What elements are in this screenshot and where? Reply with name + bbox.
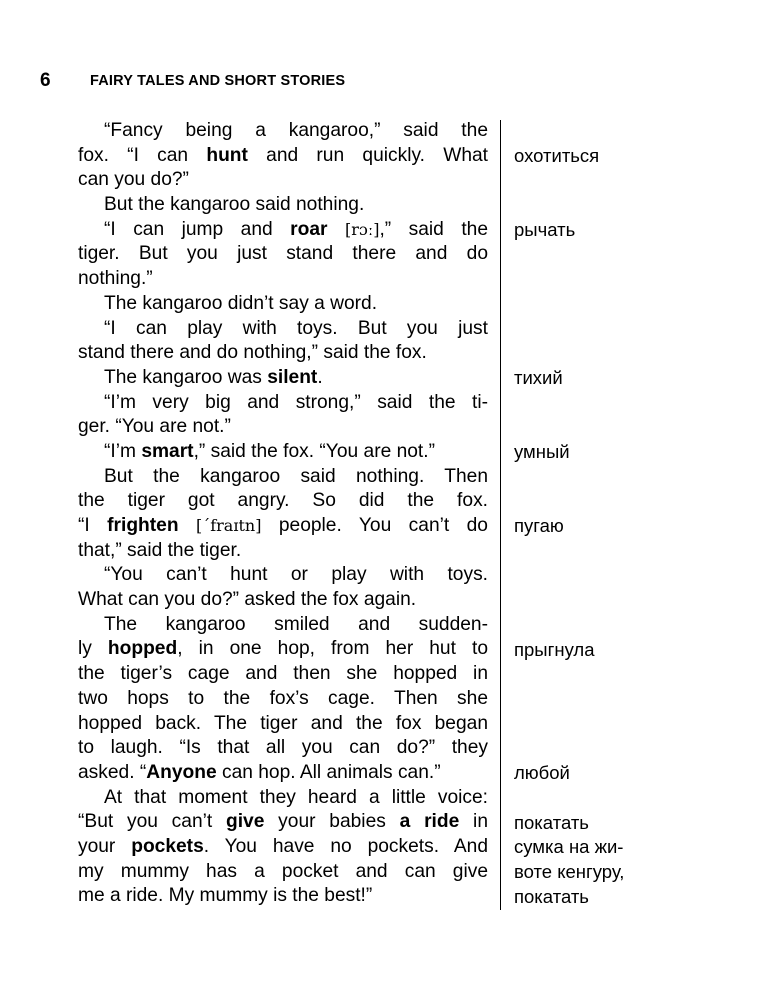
text-run: my mummy has a pocket and can give xyxy=(78,860,488,882)
glossary-entry: тихий xyxy=(514,367,563,388)
text-line xyxy=(78,736,488,761)
vocab-word: pockets xyxy=(131,835,204,857)
text-line xyxy=(78,712,488,737)
vocab-word: Anyone xyxy=(146,761,217,783)
text-run: your babies xyxy=(264,811,400,833)
section-title: FAIRY TALES AND SHORT STORIES xyxy=(90,73,346,89)
glossary-entry: прыгнула xyxy=(514,638,595,660)
text-line xyxy=(78,292,488,317)
column-divider xyxy=(500,120,501,910)
text-run: can hop. All animals can.” xyxy=(216,761,441,783)
text-run: me a ride. My mummy is the best!” xyxy=(78,885,373,907)
text-run: “But you can’t xyxy=(78,811,226,833)
page-number: 6 xyxy=(40,70,51,91)
text-run: can you do?” xyxy=(78,169,189,191)
text-run: fox. “I can xyxy=(78,144,207,166)
text-line xyxy=(78,465,488,490)
text-run: nothing.” xyxy=(78,268,153,290)
text-line xyxy=(78,168,488,193)
text-run: But the kangaroo said nothing. Then xyxy=(104,465,488,487)
phonetic-transcription: [΄fraɪtn] xyxy=(195,516,262,535)
text-run: “I can jump and xyxy=(104,218,291,240)
text-run: your xyxy=(78,835,132,857)
text-run: , in one hop, from her hut to xyxy=(177,638,488,660)
text-run: ,” said the xyxy=(379,218,488,240)
glossary-entry: покатать xyxy=(514,885,589,907)
text-run xyxy=(327,219,344,240)
vocab-word: give xyxy=(226,811,265,833)
vocab-word: hopped xyxy=(107,638,178,660)
text-line xyxy=(78,588,488,613)
text-line xyxy=(78,539,488,564)
text-run: ly xyxy=(78,638,108,660)
glossary-entry: воте кенгуру, xyxy=(514,861,625,882)
text-run: the tiger’s cage and then she hopped in xyxy=(78,663,488,685)
text-line xyxy=(78,860,488,885)
text-run xyxy=(179,515,196,536)
text-line xyxy=(78,613,488,638)
text-line xyxy=(78,366,488,391)
text-run: “I’m very big and strong,” said the ti- xyxy=(104,391,488,413)
vocab-word: smart xyxy=(141,440,194,462)
text-run: that,” said the tiger. xyxy=(78,539,242,561)
text-line xyxy=(78,662,488,687)
text-line xyxy=(78,193,488,218)
text-run: in xyxy=(459,811,488,833)
text-run: What can you do?” asked the fox again. xyxy=(78,589,417,611)
text-run: the tiger got angry. So did the fox. xyxy=(78,490,488,512)
text-run: people. You can’t do xyxy=(261,515,488,536)
text-line xyxy=(78,119,488,144)
text-line xyxy=(78,489,488,514)
vocab-word: silent xyxy=(267,366,318,388)
glossary-entry: умный xyxy=(514,441,570,463)
text-line xyxy=(78,687,488,712)
text-line xyxy=(78,786,488,811)
text-run: The kangaroo didn’t say a word. xyxy=(104,292,378,314)
text-run: The kangaroo smiled and sudden- xyxy=(104,613,488,635)
text-line xyxy=(78,391,488,416)
text-run: tiger. But you just stand there and do xyxy=(78,243,488,265)
phonetic-transcription: [rɔː] xyxy=(344,219,380,239)
text-run: hopped back. The tiger and the fox began xyxy=(78,712,488,734)
vocab-word: roar xyxy=(290,218,328,240)
text-line xyxy=(78,341,488,366)
text-line xyxy=(78,761,488,786)
text-line xyxy=(78,563,488,588)
text-run: “I xyxy=(78,515,108,536)
text-run: “I can play with toys. But you just xyxy=(104,317,488,339)
text-run: ger. “You are not.” xyxy=(78,416,231,438)
text-run: . You have no pockets. And xyxy=(203,835,488,857)
text-run: asked. “ xyxy=(78,761,147,783)
text-run: and run quickly. What xyxy=(247,144,488,166)
glossary-entry: пугаю xyxy=(514,515,564,537)
text-line xyxy=(78,415,488,440)
text-run: stand there and do nothing,” said the fox. xyxy=(78,342,427,364)
text-line xyxy=(78,144,488,169)
text-run: At that moment they heard a little voice: xyxy=(104,786,488,808)
vocab-word: a ride xyxy=(399,811,460,833)
vocab-word: frighten xyxy=(107,515,179,536)
glossary-entry: сумка на жи- xyxy=(514,836,624,858)
text-line xyxy=(78,514,488,539)
story-text xyxy=(78,119,488,909)
glossary-entry: любой xyxy=(514,762,570,784)
vocab-word: hunt xyxy=(206,144,248,166)
text-line xyxy=(78,317,488,342)
text-run: to laugh. “Is that all you can do?” they xyxy=(78,737,488,759)
text-line xyxy=(78,884,488,909)
text-line xyxy=(78,835,488,860)
text-line xyxy=(78,810,488,835)
text-line xyxy=(78,242,488,267)
glossary-entry: рычать xyxy=(514,218,576,240)
text-run: “I’m xyxy=(104,440,142,462)
text-run: two hops to the fox’s cage. Then she xyxy=(78,687,488,709)
text-run: “Fancy being a kangaroo,” said the xyxy=(104,120,488,141)
text-run: ,” said the fox. “You are not.” xyxy=(193,440,435,462)
text-line xyxy=(78,637,488,662)
text-line xyxy=(78,267,488,292)
text-run: But the kangaroo said nothing. xyxy=(104,194,365,216)
glossary-entry: охотиться xyxy=(514,144,600,166)
text-run: “You can’t hunt or play with toys. xyxy=(104,564,488,586)
text-line xyxy=(78,440,488,465)
glossary-entry: покатать xyxy=(514,811,589,833)
text-run: The kangaroo was xyxy=(104,366,268,388)
text-line xyxy=(78,218,488,243)
text-run: . xyxy=(317,366,323,388)
